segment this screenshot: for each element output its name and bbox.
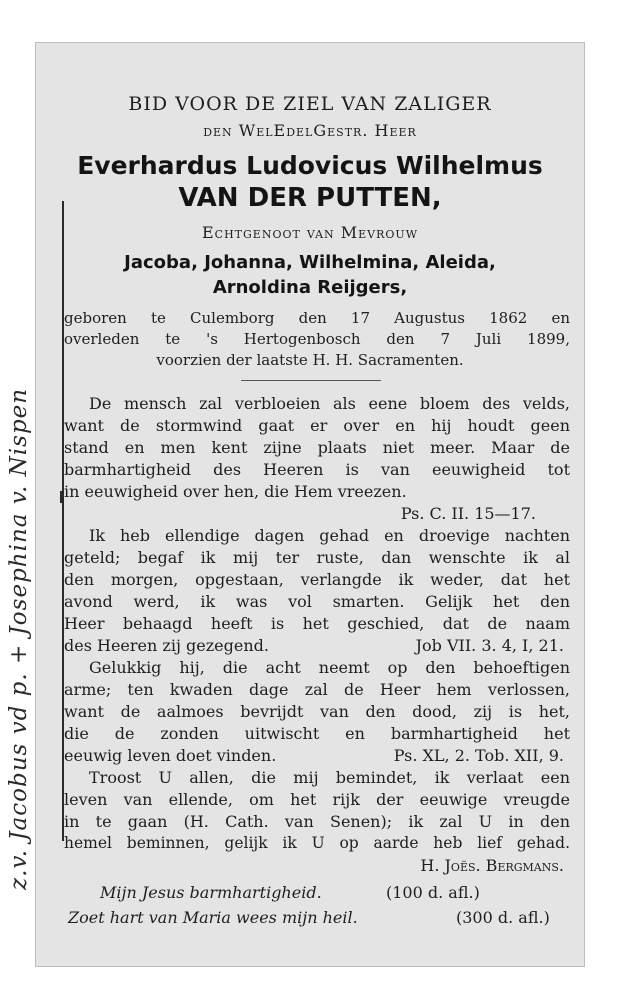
header-title: den WelEdelGestr. Heer bbox=[203, 121, 417, 140]
spouse-intro: Echtgenoot van Mevrouw bbox=[201, 223, 418, 242]
verse-line: leven van ellende, om het rijk der eeuwige vreugde bbox=[64, 790, 570, 809]
verse-line: Troost U allen, die mij bemindet, ik verlaat een bbox=[89, 768, 570, 787]
verse-line: eeuwig leven doet vinden. bbox=[64, 746, 277, 765]
handwritten-note: z.v. Jacobus vd p. + Josephina v. Nispen bbox=[6, 387, 32, 890]
verse-line: Ik heb ellendige dagen gehad en droevige nachten bbox=[89, 526, 570, 545]
verse-line: Heer behaagd heeft is het geschied, dat de naam bbox=[64, 614, 570, 633]
handwritten-margin-line bbox=[62, 201, 64, 841]
header-invocation: BID VOOR DE ZIEL VAN ZALIGER bbox=[128, 93, 492, 115]
scripture-reference: Ps. XL, 2. Tob. XII, 9. bbox=[393, 746, 564, 765]
verse-line: avond werd, ik was vol smarten. Gelijk het den bbox=[64, 592, 570, 611]
verse-line: die de zonden uitwischt en barmhartigheid het bbox=[64, 724, 570, 743]
verse-line: want de stormwind gaat er over en hij houdt geen bbox=[64, 416, 570, 435]
author-attribution: H. Joës. Bergmans. bbox=[420, 856, 564, 875]
verse-line: arme; ten kwaden dage zal de Heer hem verlossen, bbox=[64, 680, 570, 699]
deceased-given-names: Everhardus Ludovicus Wilhelmus bbox=[77, 151, 543, 180]
bio-line: voorzien der laatste H. H. Sacramenten. bbox=[156, 351, 464, 369]
prayer-text: Zoet hart van Maria wees mijn heil. bbox=[68, 908, 358, 927]
scripture-reference: Ps. C. II. 15—17. bbox=[400, 504, 536, 523]
prayer-card bbox=[35, 42, 585, 967]
verse-line: De mensch zal verbloeien als eene bloem des velds, bbox=[89, 394, 570, 413]
bio-line: geboren te Culemborg den 17 Augustus 1862 en bbox=[64, 309, 570, 327]
verse-line: Gelukkig hij, die acht neemt op den behoeftigen bbox=[89, 658, 570, 677]
verse-line: in te gaan (H. Cath. van Senen); ik zal U in den bbox=[64, 812, 570, 831]
indulgence-note: (300 d. afl.) bbox=[456, 908, 550, 927]
verse-line: stand en men kent zijne plaats niet meer. Maar de bbox=[64, 438, 570, 457]
handwritten-margin-tick bbox=[60, 491, 63, 503]
verse-line: den morgen, opgestaan, verlangde ik weder, dat het bbox=[64, 570, 570, 589]
scripture-reference: Job VII. 3. 4, I, 21. bbox=[415, 636, 564, 655]
prayer-text: Mijn Jesus barmhartigheid. bbox=[100, 883, 322, 902]
verse-line: in eeuwigheid over hen, die Hem vreezen. bbox=[64, 482, 407, 501]
indulgence-note: (100 d. afl.) bbox=[386, 883, 480, 902]
verse-line: barmhartigheid des Heeren is van eeuwigheid tot bbox=[64, 460, 570, 479]
separator-rule bbox=[241, 380, 381, 381]
deceased-surname: VAN DER PUTTEN, bbox=[178, 183, 442, 213]
verse-line: want de aalmoes bevrijdt van den dood, zij is het, bbox=[64, 702, 570, 721]
verse-line: hemel beminnen, gelijk ik U op aarde heb lief gehad. bbox=[64, 834, 570, 852]
spouse-names-line1: Jacoba, Johanna, Wilhelmina, Aleida, bbox=[124, 252, 496, 273]
verse-line: des Heeren zij gezegend. bbox=[64, 636, 269, 655]
verse-line: geteld; begaf ik mij ter ruste, dan wenschte ik al bbox=[64, 548, 570, 567]
spouse-names-line2: Arnoldina Reijgers, bbox=[212, 277, 408, 298]
bio-line: overleden te 's Hertogenbosch den 7 Juli 1899, bbox=[64, 330, 570, 348]
